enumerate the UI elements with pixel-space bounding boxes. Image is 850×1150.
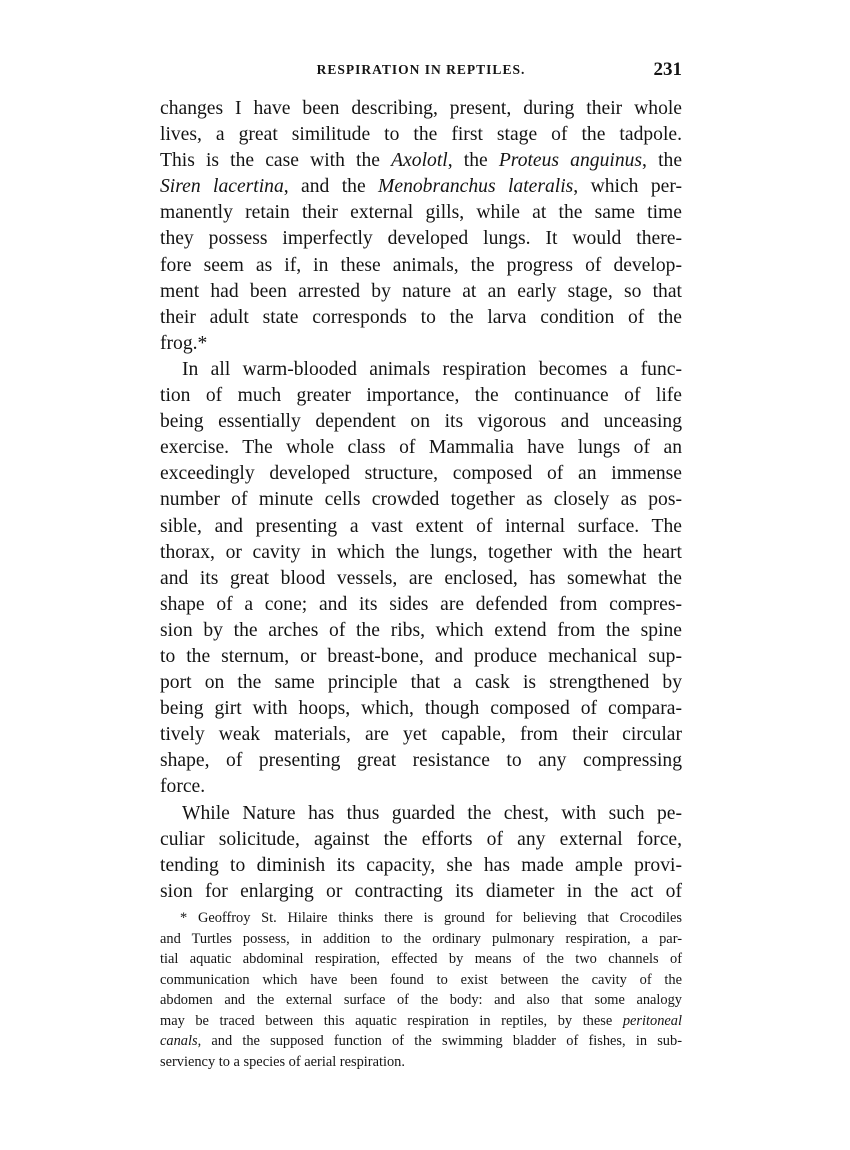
text-line: manently retain their external gills, while at the same time — [160, 202, 682, 224]
text-line: they possess imperfectly developed lungs. It would there- — [160, 228, 682, 250]
paragraph-3 — [160, 801, 682, 905]
footnote-line: serviency to a species of aerial respiration. — [160, 1053, 405, 1070]
text-line: sible, and presenting a vast extent of internal surface. The — [160, 515, 682, 537]
text-line: changes I have been describing, present, during their whole — [160, 98, 682, 119]
text-line: being essentially dependent on its vigorous and unceasing — [160, 411, 682, 433]
text-line: being girt with hoops, which, though composed of compara- — [160, 698, 682, 720]
footnote-line: and Turtles possess, in addition to the ordinary pulmonary respiration, a par- — [160, 930, 682, 947]
text-run: , and the — [283, 176, 379, 198]
text-line: shape, of presenting great resistance to any compressing — [160, 750, 682, 772]
text-line: sion by the arches of the ribs, which extend from the spine — [160, 619, 682, 641]
text-line: shape of a cone; and its sides are defended from compres- — [160, 593, 682, 615]
text-line: sion for enlarging or contracting its diameter in the act of — [160, 880, 682, 902]
text-line: their adult state corresponds to the larva condition of the — [160, 306, 682, 328]
text-line: lives, a great similitude to the first stage of the tadpole. — [160, 124, 682, 146]
text-line: While Nature has thus guarded the chest, with such pe- — [182, 802, 682, 824]
species-name-siren: Siren lacertina — [160, 176, 284, 198]
text-line: exceedingly developed structure, composed of an immense — [160, 463, 682, 485]
species-name-menobranchus: Menobranchus lateralis — [378, 176, 574, 198]
text-line: ment had been arrested by nature at an early stage, so that — [160, 280, 682, 302]
text-run: , the — [642, 150, 683, 172]
footnote-line: tial aquatic abdominal respiration, effected by means of the two channels of — [160, 951, 682, 967]
text-line: frog.* — [160, 332, 208, 354]
text-line: exercise. The whole class of Mammalia have lungs of an — [160, 437, 682, 459]
body-text — [160, 96, 682, 905]
footnote-line — [160, 1031, 682, 1052]
term-canals: canals — [160, 1033, 198, 1049]
paragraph-2 — [160, 357, 682, 801]
text-line: force. — [160, 776, 206, 798]
paragraph-1 — [160, 96, 682, 357]
term-peritoneal: peritoneal — [622, 1012, 682, 1029]
text-line: In all warm-blooded animals respiration becomes a func- — [182, 358, 682, 380]
text-line: culiar solicitude, against the efforts of any external force, — [160, 828, 682, 850]
text-line: port on the same principle that a cask is strengthened by — [160, 672, 682, 694]
text-line — [160, 174, 682, 200]
text-run: This is the case with the — [160, 150, 392, 172]
footnote — [160, 908, 682, 1072]
text-line — [160, 148, 682, 174]
footnote-line — [160, 1011, 682, 1032]
text-run: , and the supposed function of the swimming bladder of fishes, in sub- — [197, 1033, 682, 1049]
text-line: tending to diminish its capacity, she has made ample provi- — [160, 854, 682, 876]
text-run: , the — [447, 150, 499, 172]
text-line: and its great blood vessels, are enclosed, has somewhat the — [160, 567, 682, 589]
species-name-axolotl: Axolotl — [391, 150, 448, 172]
text-line: number of minute cells crowded together as closely as pos- — [160, 489, 682, 511]
page-number: 231 — [653, 59, 682, 80]
text-line: tion of much greater importance, the continuance of life — [160, 385, 682, 407]
footnote-line: * Geoffroy St. Hilaire thinks there is ground for believing that Crocodiles — [180, 910, 682, 926]
footnote-line: abdomen and the external surface of the body: and also that some analogy — [160, 992, 682, 1008]
text-line: fore seem as if, in these animals, the progress of develop- — [160, 254, 682, 276]
footnote-line: communication which have been found to exist between the cavity of the — [160, 971, 682, 988]
text-run: may be traced between this aquatic respiration in reptiles, by these — [160, 1012, 623, 1029]
text-line: to the sternum, or breast-bone, and produce mechanical sup- — [160, 645, 682, 667]
species-name-proteus: Proteus anguinus — [498, 150, 643, 172]
running-head: RESPIRATION IN REPTILES. — [316, 62, 526, 77]
text-line: thorax, or cavity in which the lungs, together with the heart — [160, 541, 682, 563]
page-header — [160, 59, 682, 84]
text-run: , which per- — [573, 176, 682, 198]
text-line: tively weak materials, are yet capable, from their circular — [160, 724, 682, 746]
